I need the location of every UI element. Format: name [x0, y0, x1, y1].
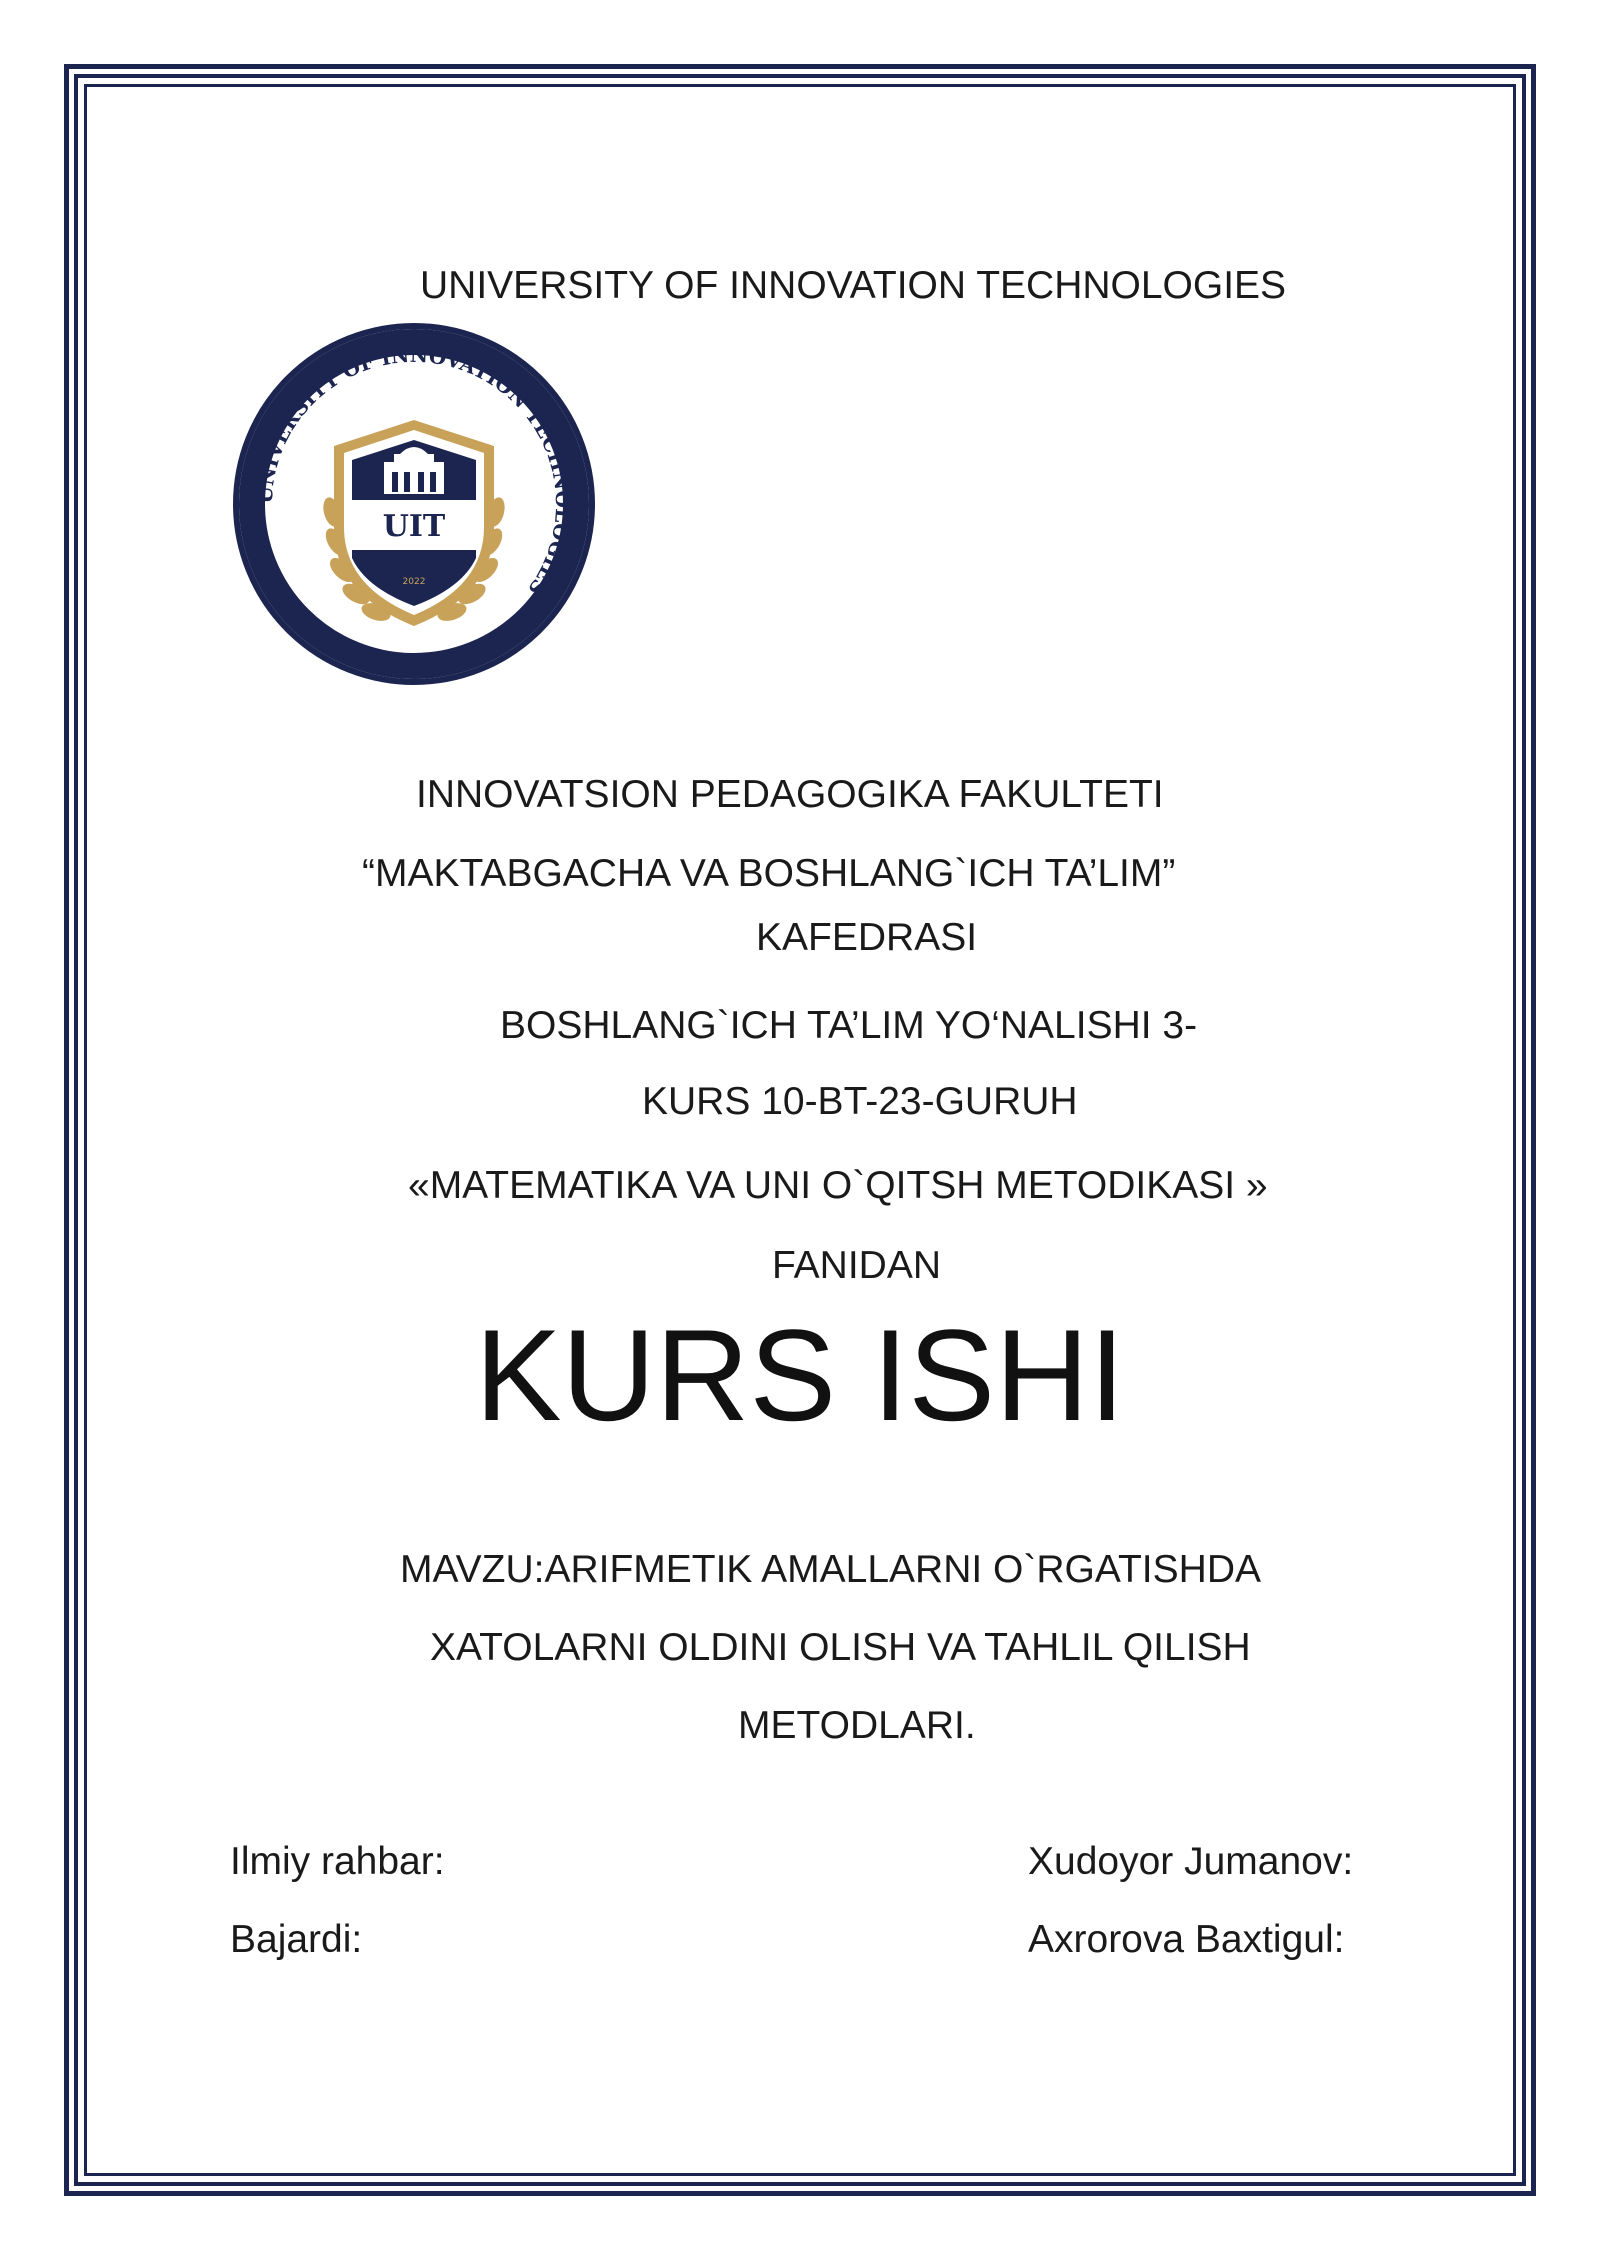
topic-line-3: METODLARI. — [738, 1704, 976, 1747]
direction-line-2: KURS 10-BT-23-GURUH — [642, 1080, 1078, 1123]
topic-line-2: XATOLARNI OLDINI OLISH VA TAHLIL QILISH — [430, 1626, 1251, 1669]
author-name: Axrorova Baxtigul: — [1028, 1918, 1345, 1961]
supervisor-name: Xudoyor Jumanov: — [1028, 1840, 1354, 1883]
logo-year: 2022 — [402, 577, 426, 587]
author-label: Bajardi: — [230, 1918, 363, 1961]
logo-abbr: UIT — [382, 509, 446, 544]
direction-line-1: BOSHLANG`ICH TA’LIM YO‘NALISHI 3- — [500, 1004, 1198, 1047]
university-name: UNIVERSITY OF INNOVATION TECHNOLOGIES — [420, 264, 1287, 307]
logo-ring-text: UNIVERSITY OF INNOVATION TECHNOLOGIES — [252, 342, 576, 601]
topic-line-1: MAVZU:ARIFMETIK AMALLARNI O`RGATISHDA — [400, 1548, 1261, 1591]
document-type-title: KURS ISHI — [474, 1302, 1126, 1448]
supervisor-label: Ilmiy rahbar: — [230, 1840, 445, 1883]
department-line-1: “MAKTABGACHA VA BOSHLANG`ICH TA’LIM” — [362, 852, 1176, 895]
subject-line-2: FANIDAN — [772, 1244, 942, 1287]
subject-line-1: «MATEMATIKA VA UNI O`QITSH METODIKASI » — [408, 1164, 1268, 1207]
faculty-name: INNOVATSION PEDAGOGIKA FAKULTETI — [416, 773, 1164, 816]
university-logo — [232, 322, 596, 686]
department-line-2: KAFEDRASI — [756, 916, 978, 959]
